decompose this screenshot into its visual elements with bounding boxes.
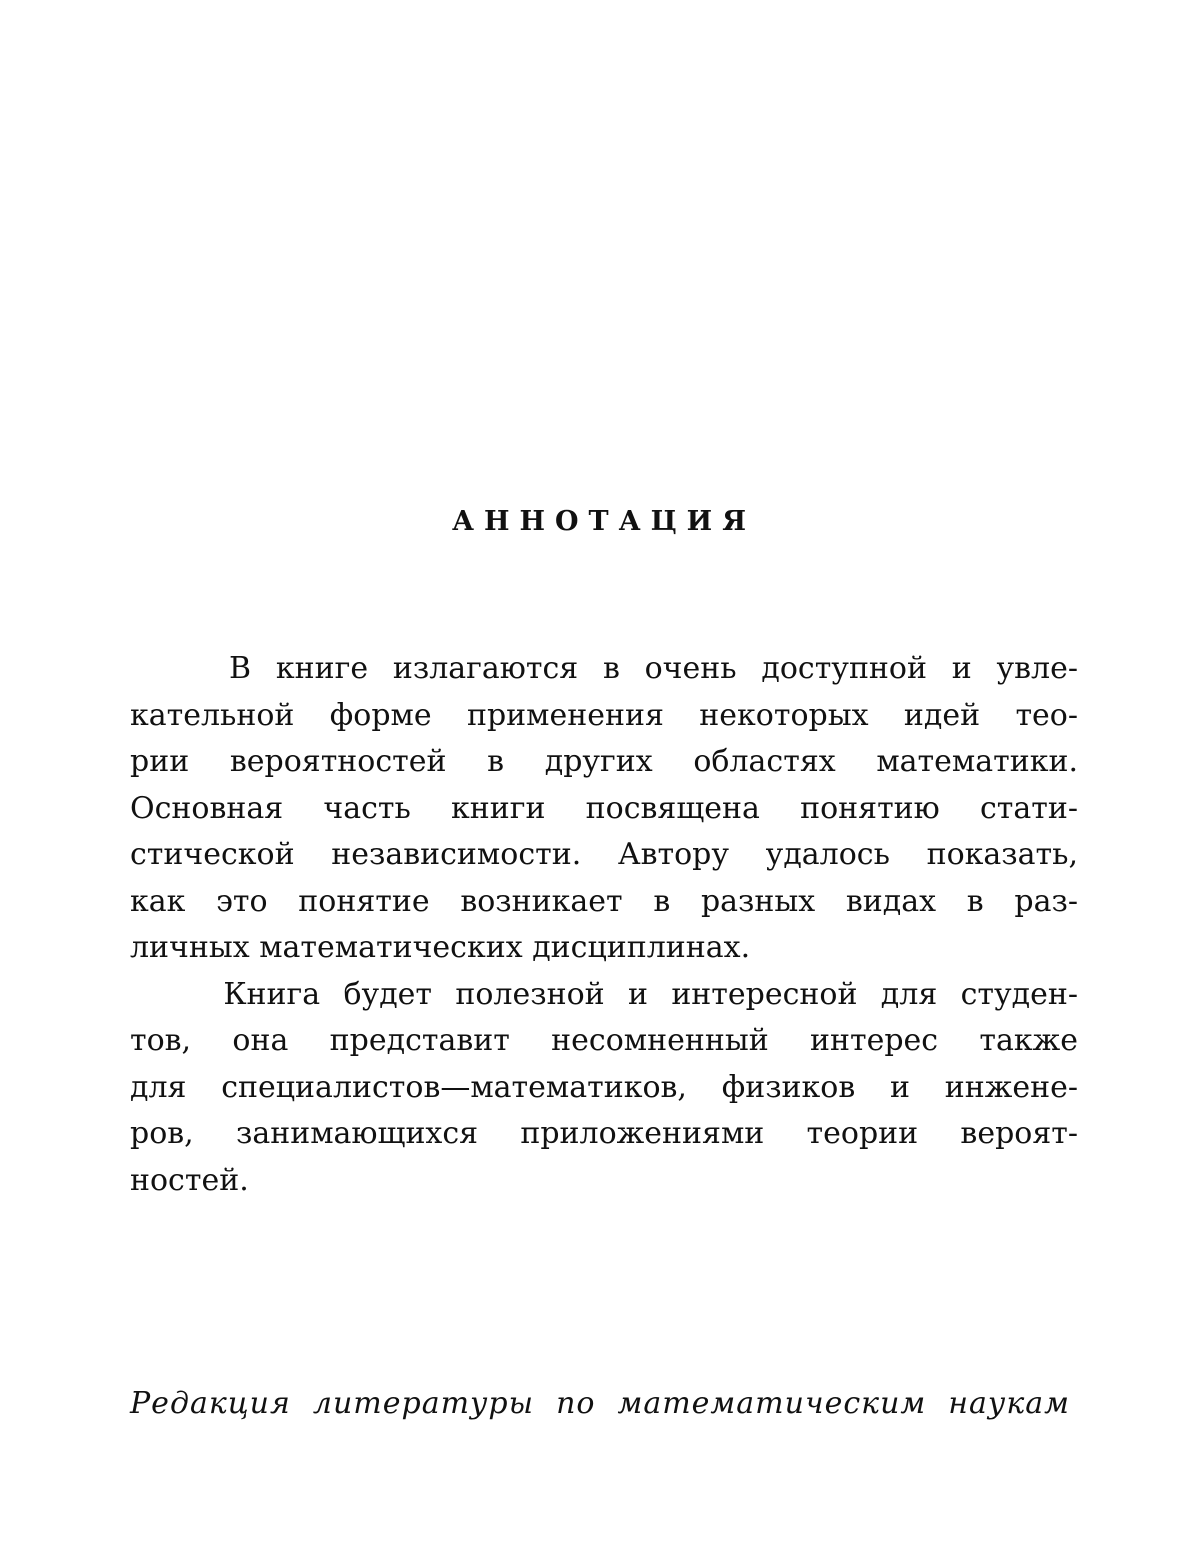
text-line: для специалистов—математиков, физиков и инжене-	[130, 1069, 1078, 1105]
publisher-note: Редакция литературы по математическим наукам	[130, 1386, 1070, 1421]
annotation-body	[130, 646, 1078, 1204]
text-line: ностей.	[130, 1162, 249, 1198]
text-line: тов, она представит несомненный интерес также	[130, 1023, 1078, 1058]
text-line: кательной форме применения некоторых идей тео-	[130, 697, 1078, 733]
text-line: личных математических дисциплинах.	[130, 930, 751, 965]
paragraph-1	[130, 646, 1078, 972]
text-line: Основная часть книги посвящена понятию стати-	[130, 790, 1078, 826]
text-line: стической независимости. Автору удалось показать,	[130, 837, 1078, 872]
page-title: АННОТАЦИЯ	[451, 506, 757, 537]
text-line: рии вероятностей в других областях математики.	[130, 744, 1078, 779]
text-line: В книге излагаются в очень доступной и увле-	[130, 651, 1078, 686]
text-line: как это понятие возникает в разных видах в раз-	[130, 883, 1078, 919]
text-line: ров, занимающихся приложениями теории вероят-	[130, 1116, 1078, 1151]
paragraph-2	[130, 972, 1078, 1205]
text-line: Книга будет полезной и интересной для студен-	[130, 976, 1078, 1012]
